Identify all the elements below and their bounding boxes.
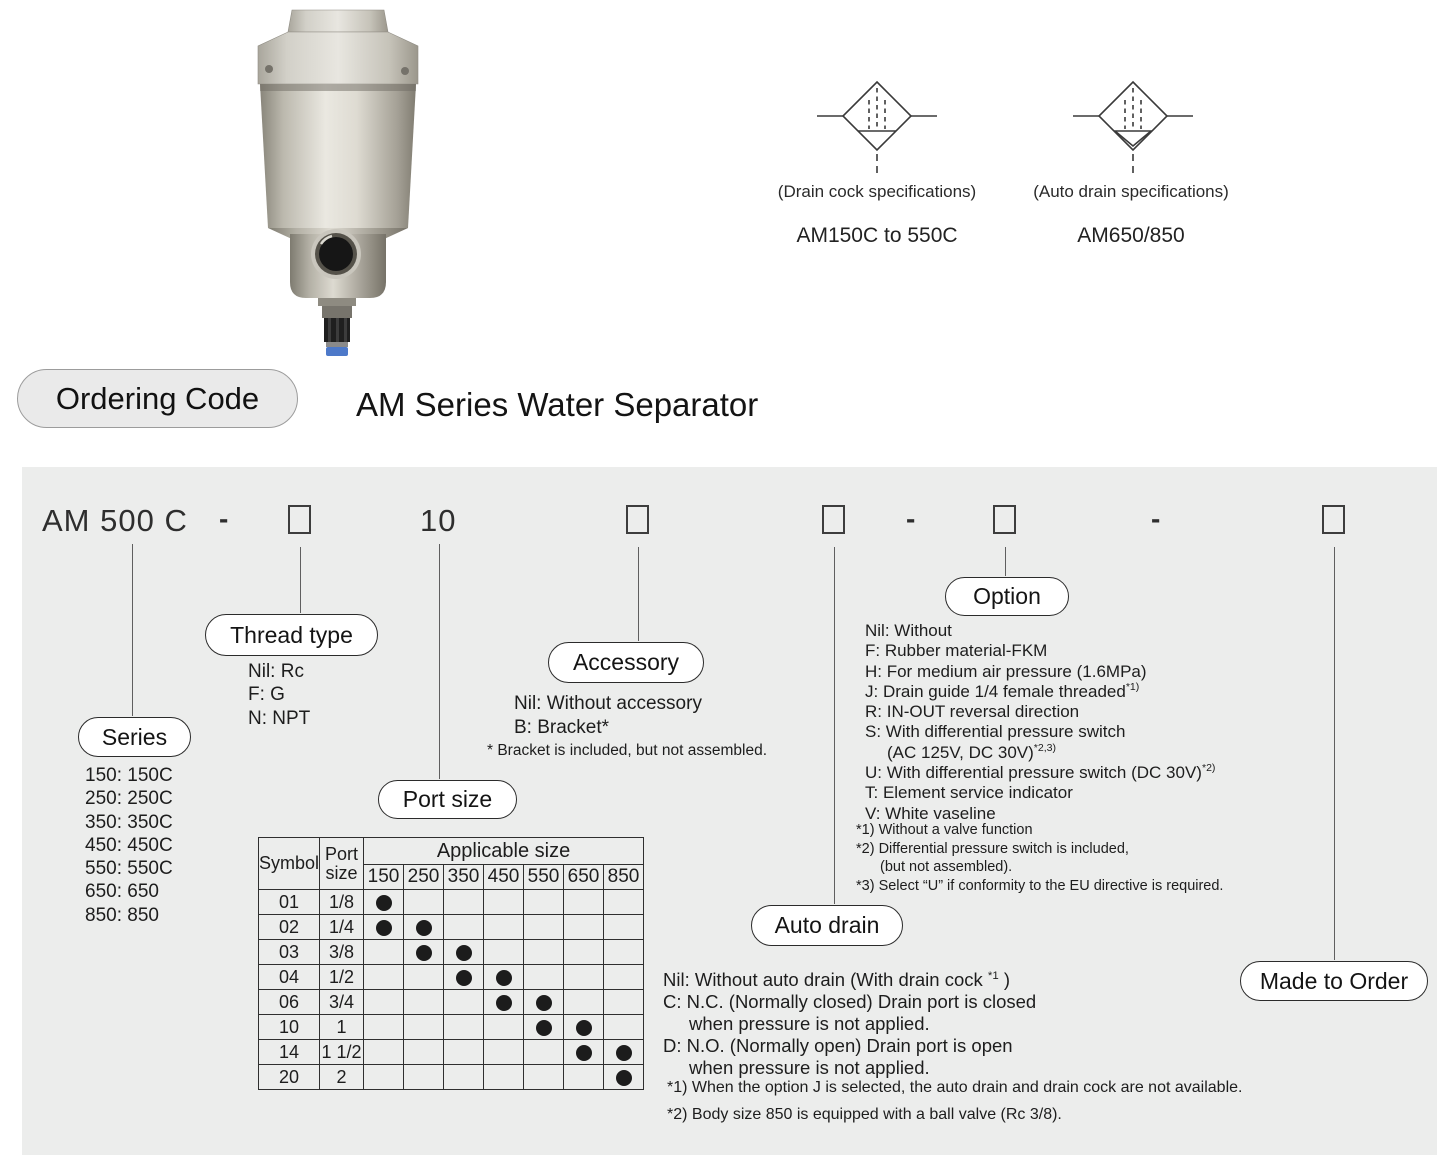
cell-applicable-150 [364, 1015, 404, 1040]
series-item: 650: 650 [85, 881, 159, 903]
applicable-dot [376, 920, 392, 936]
cell-applicable-550 [524, 940, 564, 965]
series-item: 350: 350C [85, 811, 173, 833]
cell-port: 1 1/2 [320, 1040, 364, 1065]
applicable-dot [416, 920, 432, 936]
ordering-code-badge: Ordering Code [17, 369, 298, 428]
option-item: R: IN-OUT reversal direction [865, 702, 1080, 722]
cell-port: 1/4 [320, 915, 364, 940]
col-header-size-450: 450 [484, 865, 524, 890]
applicable-dot [576, 1045, 592, 1061]
code-box-auto-drain [822, 505, 845, 534]
cell-symbol: 10 [259, 1015, 320, 1040]
auto-drain-model: AM650/850 [1077, 224, 1185, 247]
series-list [85, 764, 173, 927]
cell-applicable-650 [564, 965, 604, 990]
pill-option: Option [945, 577, 1069, 616]
cell-applicable-450 [484, 1015, 524, 1040]
cell-port: 3/8 [320, 940, 364, 965]
applicable-dot [616, 1070, 632, 1086]
auto-drain-symbol [1071, 72, 1195, 184]
table-row [259, 1065, 644, 1090]
cell-applicable-250 [404, 915, 444, 940]
code-separator: - [906, 503, 916, 534]
cell-applicable-450 [484, 915, 524, 940]
series-item: 150: 150C [85, 765, 173, 786]
table-row [259, 965, 644, 990]
auto-drain-item: D: N.O. (Normally open) Drain port is open [663, 1035, 1013, 1056]
code-box-option [993, 505, 1016, 534]
option-note: *1) Without a valve function [856, 822, 1033, 838]
col-header-size-650: 650 [564, 865, 604, 890]
cell-applicable-350 [444, 890, 484, 915]
auto-drain-note: *2) Body size 850 is equipped with a ball valve (Rc 3/8). [667, 1106, 1062, 1123]
drain-cock-caption: (Drain cock specifications) [777, 182, 977, 201]
cell-applicable-450 [484, 940, 524, 965]
col-header-size-250: 250 [404, 865, 444, 890]
applicable-dot [416, 945, 432, 961]
col-header-symbol: Symbol [259, 838, 320, 890]
connector-line-made-to-order [1334, 547, 1335, 960]
applicable-dot [496, 995, 512, 1011]
cell-applicable-650 [564, 1065, 604, 1090]
option-note: *3) Select “U” if conformity to the EU directive is required. [856, 877, 1224, 894]
option-item: U: With differential pressure switch (DC 30V)$^{*2)}$ [865, 762, 1216, 783]
cell-applicable-150 [364, 915, 404, 940]
table-row [259, 990, 644, 1015]
auto-drain-notes [667, 1074, 1242, 1128]
cell-applicable-450 [484, 990, 524, 1015]
cell-applicable-250 [404, 1040, 444, 1065]
applicable-dot [616, 1045, 632, 1061]
code-box-accessory [626, 505, 649, 534]
connector-line-series [132, 544, 133, 716]
cell-symbol: 01 [259, 890, 320, 915]
accessory-item: Nil: Without accessory [514, 693, 702, 714]
cell-applicable-550 [524, 890, 564, 915]
cell-applicable-850 [604, 940, 644, 965]
connector-line-port-size [439, 544, 440, 779]
thread-type-item: F: G [248, 684, 285, 706]
cell-applicable-550 [524, 1065, 564, 1090]
cell-applicable-450 [484, 1040, 524, 1065]
auto-drain-item: C: N.C. (Normally closed) Drain port is closed [663, 991, 1037, 1012]
col-header-port-size: Port size [320, 838, 364, 890]
cell-applicable-150 [364, 1065, 404, 1090]
cell-applicable-650 [564, 990, 604, 1015]
cell-applicable-250 [404, 890, 444, 915]
cell-applicable-650 [564, 915, 604, 940]
accessory-item: B: Bracket* [514, 716, 610, 738]
applicable-dot [536, 995, 552, 1011]
cell-applicable-850 [604, 1065, 644, 1090]
series-item: 850: 850 [85, 904, 159, 926]
cell-applicable-550 [524, 965, 564, 990]
cell-symbol: 03 [259, 940, 320, 965]
cell-port: 1 [320, 1015, 364, 1040]
pill-accessory: Accessory [548, 642, 704, 683]
cell-applicable-850 [604, 890, 644, 915]
cell-symbol: 14 [259, 1040, 320, 1065]
cell-applicable-250 [404, 990, 444, 1015]
series-item: 250: 250C [85, 788, 173, 810]
cell-port: 2 [320, 1065, 364, 1090]
accessory-note: * Bracket is included, but not assembled. [487, 742, 768, 759]
cell-applicable-650 [564, 890, 604, 915]
cell-port: 1/8 [320, 890, 364, 915]
applicable-dot [456, 945, 472, 961]
cell-applicable-650 [564, 1040, 604, 1065]
code-separator: - [1151, 503, 1161, 534]
connector-line-auto-drain [834, 547, 835, 904]
port-size-grid [258, 837, 644, 1090]
option-item: T: Element service indicator [865, 783, 1073, 803]
cell-applicable-150 [364, 965, 404, 990]
cell-applicable-150 [364, 990, 404, 1015]
pill-made-to-order: Made to Order [1240, 961, 1428, 1001]
code-separator: - [219, 503, 229, 534]
cell-applicable-850 [604, 990, 644, 1015]
pill-port-size: Port size [378, 780, 517, 819]
cell-applicable-350 [444, 915, 484, 940]
cell-applicable-350 [444, 990, 484, 1015]
option-item: S: With differential pressure switch [865, 722, 1126, 742]
table-row [259, 1015, 644, 1040]
port-size-table [258, 837, 644, 1090]
cell-applicable-250 [404, 940, 444, 965]
cell-symbol: 02 [259, 915, 320, 940]
cell-applicable-850 [604, 1040, 644, 1065]
option-list [865, 621, 1215, 824]
series-item: 450: 450C [85, 834, 173, 856]
cell-applicable-350 [444, 940, 484, 965]
option-item: H: For medium air pressure (1.6MPa) [865, 661, 1147, 681]
col-header-size-150: 150 [364, 865, 404, 890]
applicable-dot [576, 1020, 592, 1036]
pill-auto-drain: Auto drain [751, 905, 903, 946]
cell-applicable-550 [524, 915, 564, 940]
drain-cock-symbol [815, 72, 939, 184]
code-base: AM 500 C [42, 503, 188, 538]
connector-line-option [1005, 547, 1006, 576]
option-item: F: Rubber material-FKM [865, 641, 1048, 661]
option-item: (AC 125V, DC 30V)$^{*2,3)}$ [887, 741, 1057, 762]
cell-applicable-850 [604, 965, 644, 990]
cell-port: 3/4 [320, 990, 364, 1015]
applicable-dot [536, 1020, 552, 1036]
table-row [259, 1040, 644, 1065]
cell-applicable-350 [444, 965, 484, 990]
applicable-dot [456, 970, 472, 986]
cell-symbol: 04 [259, 965, 320, 990]
option-item: Nil: Without [865, 621, 952, 640]
cell-applicable-450 [484, 890, 524, 915]
option-note: (but not assembled). [880, 859, 1013, 876]
cell-applicable-250 [404, 965, 444, 990]
thread-type-item: Nil: Rc [248, 661, 304, 682]
col-header-size-850: 850 [604, 865, 644, 890]
cell-applicable-550 [524, 1015, 564, 1040]
auto-drain-item: Nil: Without auto drain (With drain cock $^{*1}$ ) [663, 969, 1011, 990]
pill-series: Series [78, 717, 191, 757]
drain-cock-model: AM150C to 550C [796, 224, 958, 247]
col-header-applicable-size: Applicable size [364, 838, 644, 865]
cell-applicable-250 [404, 1015, 444, 1040]
cell-applicable-350 [444, 1065, 484, 1090]
applicable-dot [496, 970, 512, 986]
auto-drain-item: when pressure is not applied. [689, 1013, 930, 1034]
table-row [259, 915, 644, 940]
cell-symbol: 20 [259, 1065, 320, 1090]
cell-applicable-850 [604, 1015, 644, 1040]
pill-thread-type: Thread type [205, 614, 378, 656]
auto-drain-caption: (Auto drain specifications) [1033, 182, 1229, 201]
cell-applicable-650 [564, 1015, 604, 1040]
cell-port: 1/2 [320, 965, 364, 990]
code-box-made-to-order [1322, 505, 1345, 534]
option-item: J: Drain guide 1/4 female threaded$^{*1)}$ [865, 680, 1140, 701]
code-box-thread-type [288, 505, 311, 534]
cell-applicable-250 [404, 1065, 444, 1090]
cell-applicable-550 [524, 1040, 564, 1065]
cell-applicable-150 [364, 940, 404, 965]
auto-drain-note: *1) When the option J is selected, the auto drain and drain cock are not available. [667, 1079, 1243, 1096]
option-item: V: White vaseline [865, 803, 996, 823]
connector-line-thread-type [300, 547, 301, 613]
page-title: AM Series Water Separator [356, 386, 759, 423]
thread-type-list [248, 660, 310, 730]
code-port-value: 10 [420, 503, 457, 538]
auto-drain-item: when pressure is not applied. [689, 1057, 930, 1078]
cell-applicable-550 [524, 990, 564, 1015]
thread-type-item: N: NPT [248, 707, 311, 729]
product-photo [236, 6, 440, 358]
series-item: 550: 550C [85, 858, 173, 880]
cell-applicable-350 [444, 1040, 484, 1065]
cell-applicable-850 [604, 915, 644, 940]
cell-applicable-150 [364, 1040, 404, 1065]
cell-symbol: 06 [259, 990, 320, 1015]
cell-applicable-450 [484, 1065, 524, 1090]
cell-applicable-450 [484, 965, 524, 990]
table-row [259, 940, 644, 965]
option-note: *2) Differential pressure switch is included, [856, 840, 1129, 857]
auto-drain-list [663, 969, 1036, 1079]
cell-applicable-150 [364, 890, 404, 915]
connector-line-accessory [638, 547, 639, 641]
col-header-size-550: 550 [524, 865, 564, 890]
option-notes [856, 821, 1223, 895]
cell-applicable-650 [564, 940, 604, 965]
cell-applicable-350 [444, 1015, 484, 1040]
col-header-size-350: 350 [444, 865, 484, 890]
table-row [259, 890, 644, 915]
accessory-list [514, 692, 702, 739]
applicable-dot [376, 895, 392, 911]
